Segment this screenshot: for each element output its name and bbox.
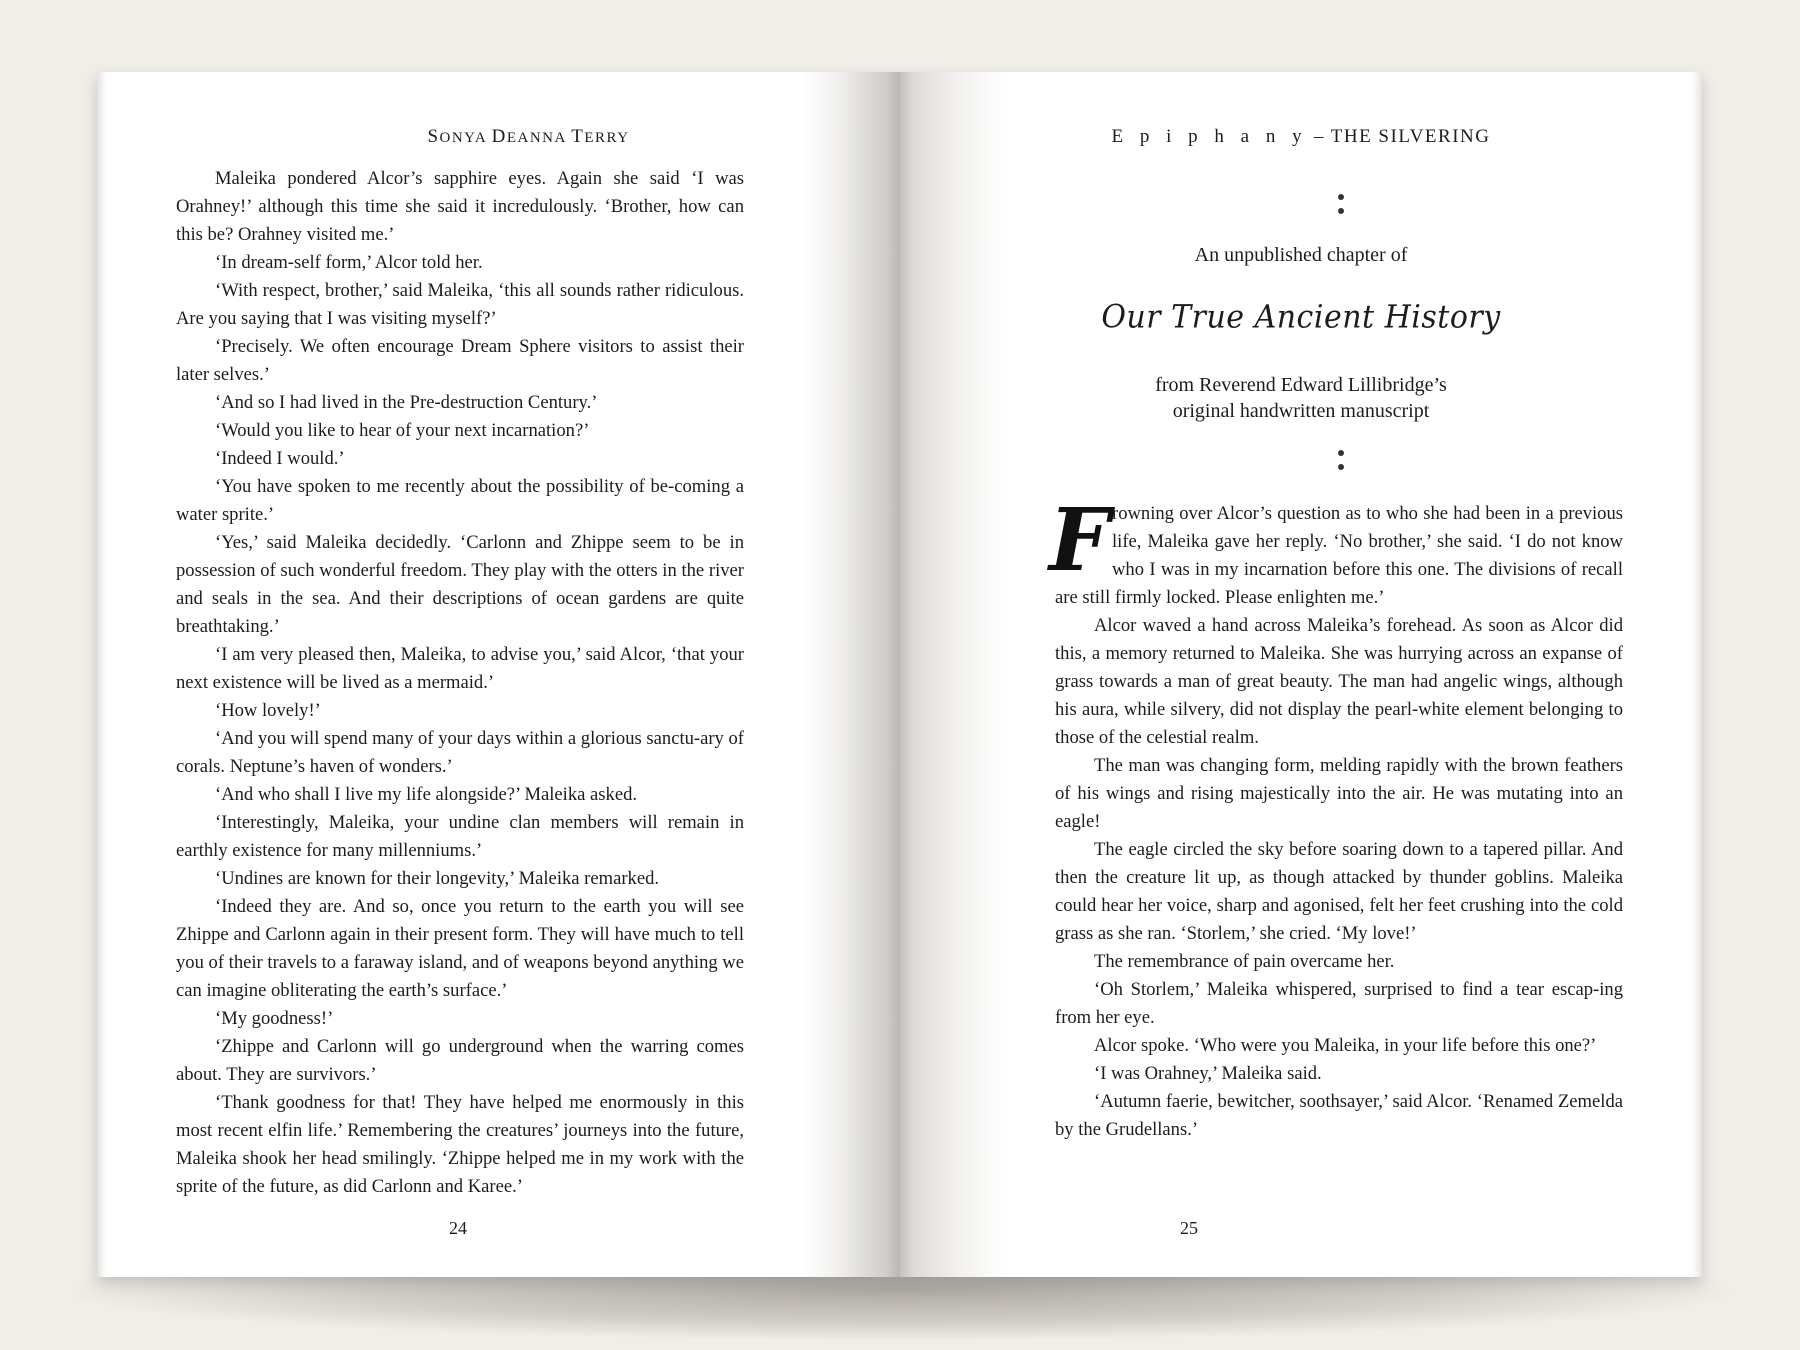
paragraph: ‘Precisely. We often encourage Dream Sphere visitors to assist their later selves.’ [176,336,744,385]
paragraph: ‘Indeed I would.’ [215,448,345,469]
paragraph: ‘In dream-self form,’ Alcor told her. [215,252,483,273]
right-page-body [1049,490,1623,1144]
running-head-title: E p i p h a n y – THE SILVERING [1111,126,1491,147]
paragraph: ‘Autumn faerie, bewitcher, soothsayer,’ said Alcor. ‘Renamed Zemelda by the Grudellans.’ [1055,1091,1623,1140]
paragraph: ‘Interestingly, Maleika, your undine clan members will remain in earthly existence for many millenniums.’ [176,812,744,861]
paragraph: ‘You have spoken to me recently about the possibility of be-coming a water sprite.’ [176,476,744,525]
paragraph: Alcor waved a hand across Maleika’s forehead. As soon as Alcor did this, a memory returned to Maleika. She was hurrying across an expanse of grass towards a man of great beauty. The man had angelic wings, although his aura, while silvery, did not display the pearl-white element belonging to those of the celestial realm. [1055,615,1623,748]
open-book [97,72,1702,1277]
paragraph: ‘I am very pleased then, Maleika, to advise you,’ said Alcor, ‘that your next existence will be lived as a mermaid.’ [176,644,744,693]
paragraph: rowning over Alcor’s question as to who she had been in a previous life, Maleika gave her reply. ‘No brother,’ she said. ‘I do not know who I was in my incarnation before this one. The divisions of recall are still firmly locked. Please enlighten me.’ [1055,503,1623,608]
paragraph: The man was changing form, melding rapidly with the brown feathers of his wings and rising majestically into the air. He was mutating into an eagle! [1055,755,1623,832]
left-page-body [176,165,744,1201]
running-head-author: SONYA DEANNA TERRY [427,126,630,147]
paragraph: Maleika pondered Alcor’s sapphire eyes. Again she said ‘I was Orahney!’ although this time she said it incredulously. ‘Brother, how can this be? Orahney visited me.’ [176,168,744,245]
paragraph: ‘I was Orahney,’ Maleika said. [1094,1063,1322,1084]
drop-cap: F [1049,490,1111,591]
page-number-left: 24 [449,1218,467,1238]
paragraph: ‘Undines are known for their longevity,’ Maleika remarked. [215,868,660,889]
chapter-title: Our True Ancient History [1101,299,1501,336]
paragraph: The remembrance of pain overcame her. [1094,951,1395,972]
paragraph: ‘And who shall I live my life alongside?’ Maleika asked. [215,784,638,805]
paragraph: Alcor spoke. ‘Who were you Maleika, in your life before this one?’ [1094,1035,1597,1056]
intro-line: An unpublished chapter of [1194,244,1408,266]
source-attribution: from Reverend Edward Lillibridge’s original handwritten manuscript [1155,374,1447,422]
paragraph: ‘And you will spend many of your days within a glorious sanctu-ary of corals. Neptune’s haven of wonders.’ [176,728,744,777]
paragraph: ‘My goodness!’ [215,1008,334,1029]
colon-ornament-top [1337,190,1345,218]
paragraph: ‘Oh Storlem,’ Maleika whispered, surprised to find a tear escap-ing from her eye. [1055,979,1623,1028]
left-page [97,72,900,1277]
colon-ornament-bottom [1337,446,1345,474]
paragraph: ‘And so I had lived in the Pre-destruction Century.’ [215,392,598,413]
paragraph: ‘Zhippe and Carlonn will go underground when the warring comes about. They are survivors.’ [176,1036,744,1085]
right-page [900,72,1702,1277]
paragraph: ‘Thank goodness for that! They have helped me enormously in this most recent elfin life.’ Remembering the creatures’ journeys into the future, Maleika shook her head smilingly. ‘Zhippe helped me in my work with the sprite of the future, as did Carlonn and Karee.’ [176,1092,744,1197]
page-number-right: 25 [1180,1218,1198,1238]
paragraph: ‘Indeed they are. And so, once you return to the earth you will see Zhippe and Carlonn again in their present form. They will have much to tell you of their travels to a faraway island, and of weapons beyond anything we can imagine obliterating the earth’s surface.’ [176,896,744,1001]
paragraph: ‘Would you like to hear of your next incarnation?’ [215,420,590,441]
paragraph: ‘With respect, brother,’ said Maleika, ‘this all sounds rather ridiculous. Are you saying that I was visiting myself?’ [176,280,744,329]
paragraph: ‘Yes,’ said Maleika decidedly. ‘Carlonn and Zhippe seem to be in possession of such wonderful freedom. They play with the otters in the river and seals in the sea. And their descriptions of ocean gardens are quite breathtaking.’ [176,532,744,637]
paragraph: The eagle circled the sky before soaring down to a tapered pillar. And then the creature lit up, as though attacked by thunder goblins. Maleika could hear her voice, sharp and agonised, felt her feet crushing into the cold grass as she ran. ‘Storlem,’ she cried. ‘My love!’ [1055,839,1623,944]
paragraph: ‘How lovely!’ [215,700,321,721]
